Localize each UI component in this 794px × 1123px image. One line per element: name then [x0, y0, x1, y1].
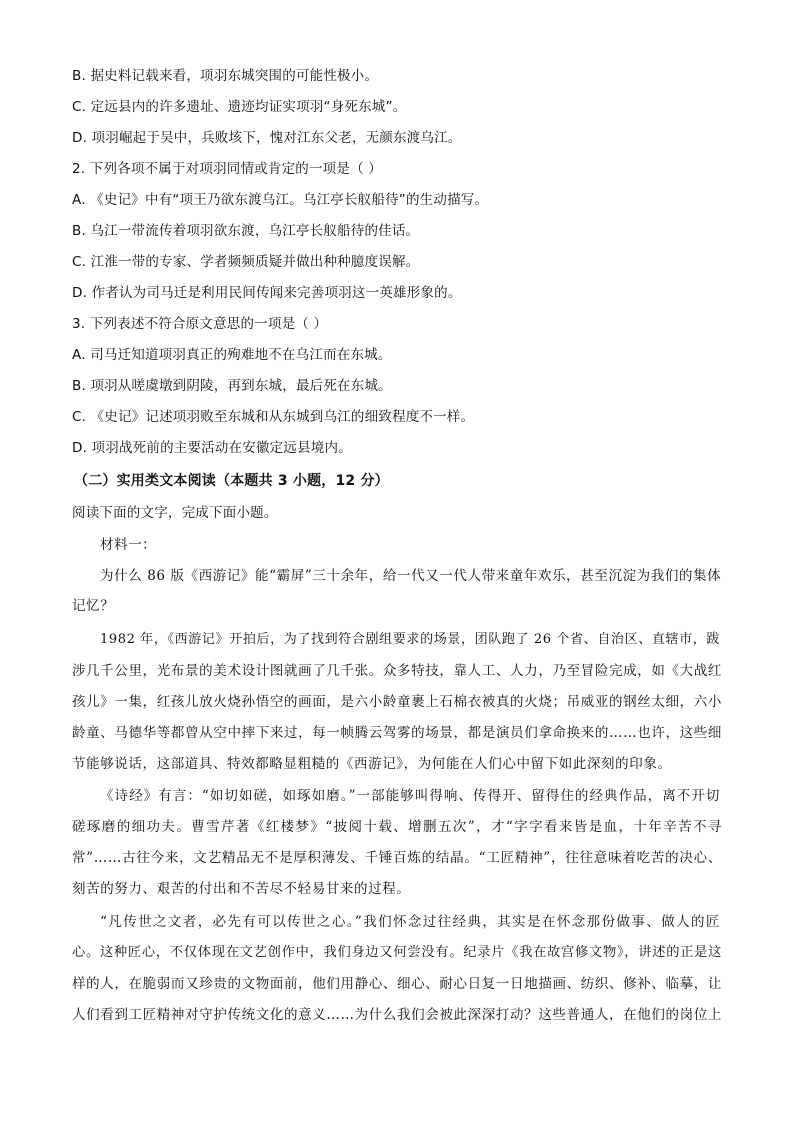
q3-option-a[interactable]: A. 司马迁知道项羽真正的殉难地不在乌江而在东城。: [72, 347, 392, 363]
paragraph-line: “凡传世之文者，必先有可以传世之心。”我们怀念过往经典，其实是在怀念那份做事、做人的匠: [100, 914, 720, 930]
paragraph-line: 人们看到工匠精神对守护传统文化的意义……为什么我们会被此深深打动？这些普通人，在他们的岗位上: [72, 1007, 722, 1023]
material-label: 材料一：: [100, 537, 157, 553]
paragraph-line: 常”……古往今来，文艺精品无不是厚积薄发、千锤百炼的结晶。“工匠精神”，往往意味着吃苦的决心、: [72, 850, 722, 866]
q1-option-c[interactable]: C. 定远县内的许多遗址、遗迹均证实项羽“身死东城”。: [72, 99, 407, 115]
paragraph-line: 《诗经》有言：“如切如磋，如琢如磨。”一部能够叫得响、传得开、留得住的经典作品，离不开切: [100, 788, 720, 804]
paragraph-line: 孩儿》一集，红孩儿放火烧孙悟空的画面，是六小龄童裹上石棉衣被真的火烧；吊威亚的钢丝太细，六小: [72, 694, 722, 710]
paragraph-line: 为什么 86 版《西游记》能“霸屏”三十余年，给一代又一代人带来童年欢乐，甚至沉淀为我们的集体: [100, 568, 722, 584]
q2-option-d[interactable]: D. 作者认为司马迁是利用民间传闻来完善项羽这一英雄形象的。: [72, 285, 462, 301]
q2-option-a[interactable]: A. 《史记》中有“项王乃欲东渡乌江。乌江亭长舣船待”的生动描写。: [72, 192, 489, 208]
q3-option-b[interactable]: B. 项羽从嗟虞墩到阴陵，再到东城，最后死在东城。: [72, 378, 392, 394]
q3-option-c[interactable]: C. 《史记》记述项羽败至东城和从东城到乌江的细致程度不一样。: [72, 409, 475, 425]
paragraph-line: 节能够说话，这部道具、特效都略显粗糙的《西游记》，为何能在人们心中留下如此深刻的印象。: [72, 756, 672, 772]
paragraph-line: 样的人，在脆弱而又珍贵的文物面前，他们用静心、细心、耐心日复一日地描画、纺织、修补、临摹，让: [72, 976, 722, 992]
q2-option-c[interactable]: C. 江淮一带的专家、学者频频质疑并做出种种臆度误解。: [72, 254, 420, 270]
paragraph-line: 心。这种匠心，不仅体现在文艺创作中，我们身边又何尝没有。纪录片《我在故宫修文物》，讲述的正是这: [72, 945, 722, 960]
q3-option-d[interactable]: D. 项羽战死前的主要活动在安徽定远县境内。: [72, 440, 352, 456]
q2-stem: 2. 下列各项不属于对项羽同情或肯定的一项是（ ）: [72, 161, 382, 177]
paragraph-line: 1982 年，《西游记》开拍后，为了找到符合剧组要求的场景，团队跑了 26 个省、自治区、直辖市，跋: [100, 632, 720, 647]
section-heading: （二）实用类文本阅读（本题共 3 小题，12 分）: [74, 473, 389, 489]
q1-option-d[interactable]: D. 项羽崛起于吴中，兵败垓下，愧对江东父老，无颜东渡乌江。: [72, 130, 462, 146]
paragraph-line: 涉几千公里，光布景的美术设计图就画了几千张。众多特技，靠人工、人力，乃至冒险完成，如《大战红: [72, 663, 722, 679]
q1-option-b[interactable]: B. 据史料记载来看，项羽东城突围的可能性极小。: [72, 68, 379, 84]
q3-stem: 3. 下列表述不符合原文意思的一项是（ ）: [72, 316, 328, 332]
paragraph-line: 龄童、马德华等都曾从空中摔下来过，每一帧腾云驾雾的场景，都是演员们拿命换来的……也许，这些细: [72, 725, 722, 741]
section-instruction: 阅读下面的文字，完成下面小题。: [72, 505, 278, 521]
paragraph-line: 刻苦的努力、艰苦的付出和不苦尽不轻易甘来的过程。: [72, 881, 411, 897]
q2-option-b[interactable]: B. 乌江一带流传着项羽欲东渡，乌江亭长舣船待的佳话。: [72, 223, 420, 239]
paragraph-line: 记忆？: [72, 598, 115, 614]
paragraph-line: 磋琢磨的细功夫。曹雪芹著《红楼梦》“披阅十载、增删五次”，才“字字看来皆是血，十年辛苦不寻: [72, 819, 722, 835]
